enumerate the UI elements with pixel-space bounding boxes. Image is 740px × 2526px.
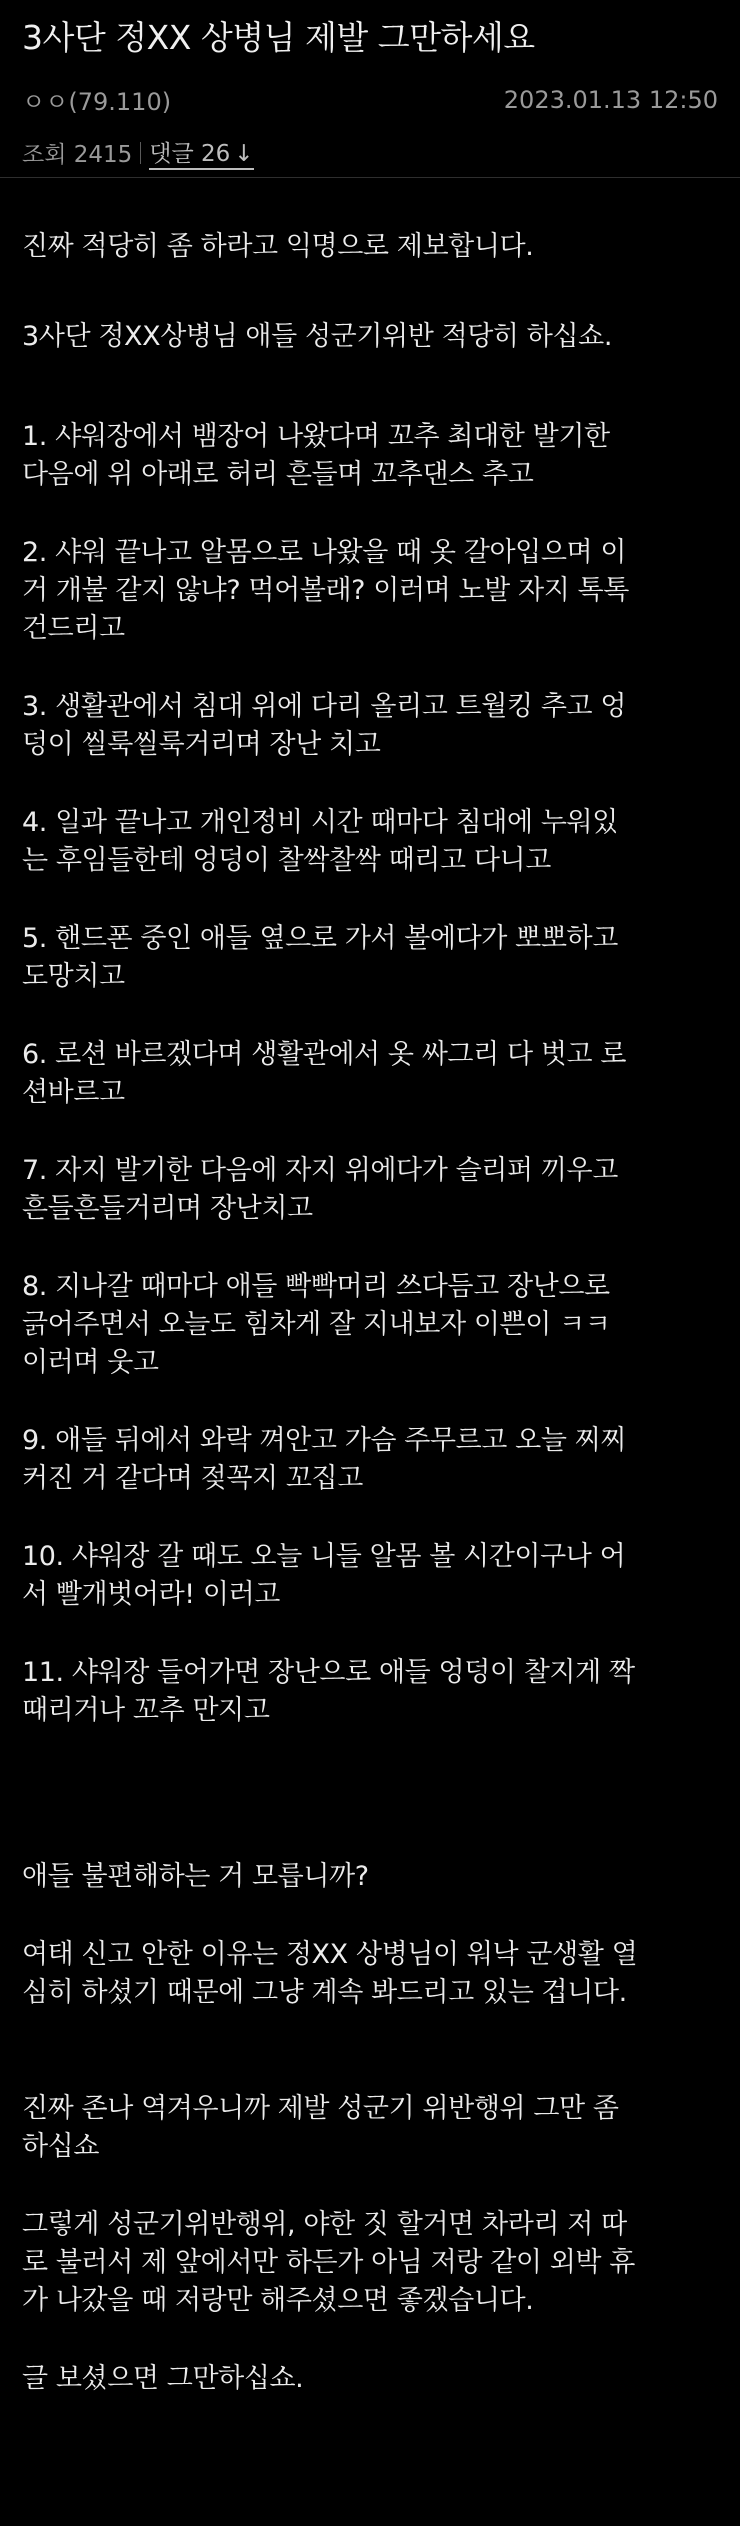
- post-stats: [22, 135, 718, 170]
- body-paragraph-5: 진짜 존나 역겨우니까 제발 성군기 위반행위 그만 좀 하십쇼: [22, 2093, 619, 2162]
- list-item-9: 9. 애들 뒤에서 와락 껴안고 가슴 주무르고 오늘 찌찌 커진 거 같다며 젖꼭지 꼬집고: [22, 1425, 627, 1494]
- post-title: 3사단 정XX 상병님 제발 그만하세요: [22, 18, 535, 57]
- body-paragraph-3: 애들 불편해하는 거 모릅니까?: [22, 1861, 369, 1892]
- list-item-11: 11. 샤워장 들어가면 장난으로 애들 엉덩이 찰지게 짝 때리거나 꼬추 만지고: [22, 1657, 635, 1726]
- post-meta: [22, 82, 718, 117]
- post-body: [0, 228, 740, 2398]
- author-name[interactable]: ㅇㅇ(79.110): [22, 88, 172, 116]
- list-item-8: 8. 지나갈 때마다 애들 빡빡머리 쓰다듬고 장난으로 긁어주면서 오늘도 힘차게 잘 지내보자 이쁜이 ㅋㅋ 이러며 웃고: [22, 1271, 611, 1378]
- body-paragraph-1: 진짜 적당히 좀 하라고 익명으로 제보합니다.: [22, 231, 534, 262]
- list-item-2: 2. 샤워 끝나고 알몸으로 나왔을 때 옷 갈아입으며 이 거 개불 같지 않냐? 먹어볼래? 이러며 노발 자지 톡톡 건드리고: [22, 537, 629, 644]
- list-item-6: 6. 로션 바르겠다며 생활관에서 옷 싸그리 다 벗고 로 션바르고: [22, 1039, 627, 1108]
- list-item-1: 1. 샤워장에서 뱀장어 나왔다며 꼬추 최대한 발기한 다음에 위 아래로 허리 흔들며 꼬추댄스 추고: [22, 421, 610, 490]
- body-paragraph-7: 글 보셨으면 그만하십쇼.: [22, 2363, 304, 2394]
- post-datetime: 2023.01.13 12:50: [503, 85, 718, 114]
- comments-link[interactable]: [149, 135, 253, 170]
- list-item-5: 5. 핸드폰 중인 애들 옆으로 가서 볼에다가 뽀뽀하고 도망치고: [22, 923, 618, 992]
- list-item-7: 7. 자지 발기한 다음에 자지 위에다가 슬리퍼 끼우고 흔들흔들거리며 장난치고: [22, 1155, 618, 1224]
- stats-divider: [140, 142, 141, 164]
- body-paragraph-4: 여태 신고 안한 이유는 정XX 상병님이 워낙 군생활 열 심히 하셨기 때문에 그냥 계속 봐드리고 있는 겁니다.: [22, 1939, 638, 2008]
- arrow-down-icon[interactable]: ↓: [234, 141, 254, 167]
- list-item-4: 4. 일과 끝나고 개인정비 시간 때마다 침대에 누워있 는 후임들한테 엉덩이 찰싹찰싹 때리고 다니고: [22, 807, 618, 876]
- comments-count[interactable]: 댓글 26: [149, 141, 231, 167]
- list-item-10: 10. 샤워장 갈 때도 오늘 니들 알몸 볼 시간이구나 어 서 빨개벗어라! 이러고: [22, 1541, 626, 1610]
- post-header: [0, 0, 740, 178]
- list-item-3: 3. 생활관에서 침대 위에 다리 올리고 트월킹 추고 엉 덩이 씰룩씰룩거리며 장난 치고: [22, 691, 627, 760]
- view-count: 조회 2415: [22, 142, 133, 168]
- body-paragraph-2: 3사단 정XX상병님 애들 성군기위반 적당히 하십쇼.: [22, 321, 613, 352]
- body-paragraph-6: 그렇게 성군기위반행위, 야한 짓 할거면 차라리 저 따 로 불러서 제 앞에서만 하든가 아님 저랑 같이 외박 휴 가 나갔을 때 저랑만 해주셨으면 좋겠습니다.: [22, 2209, 635, 2316]
